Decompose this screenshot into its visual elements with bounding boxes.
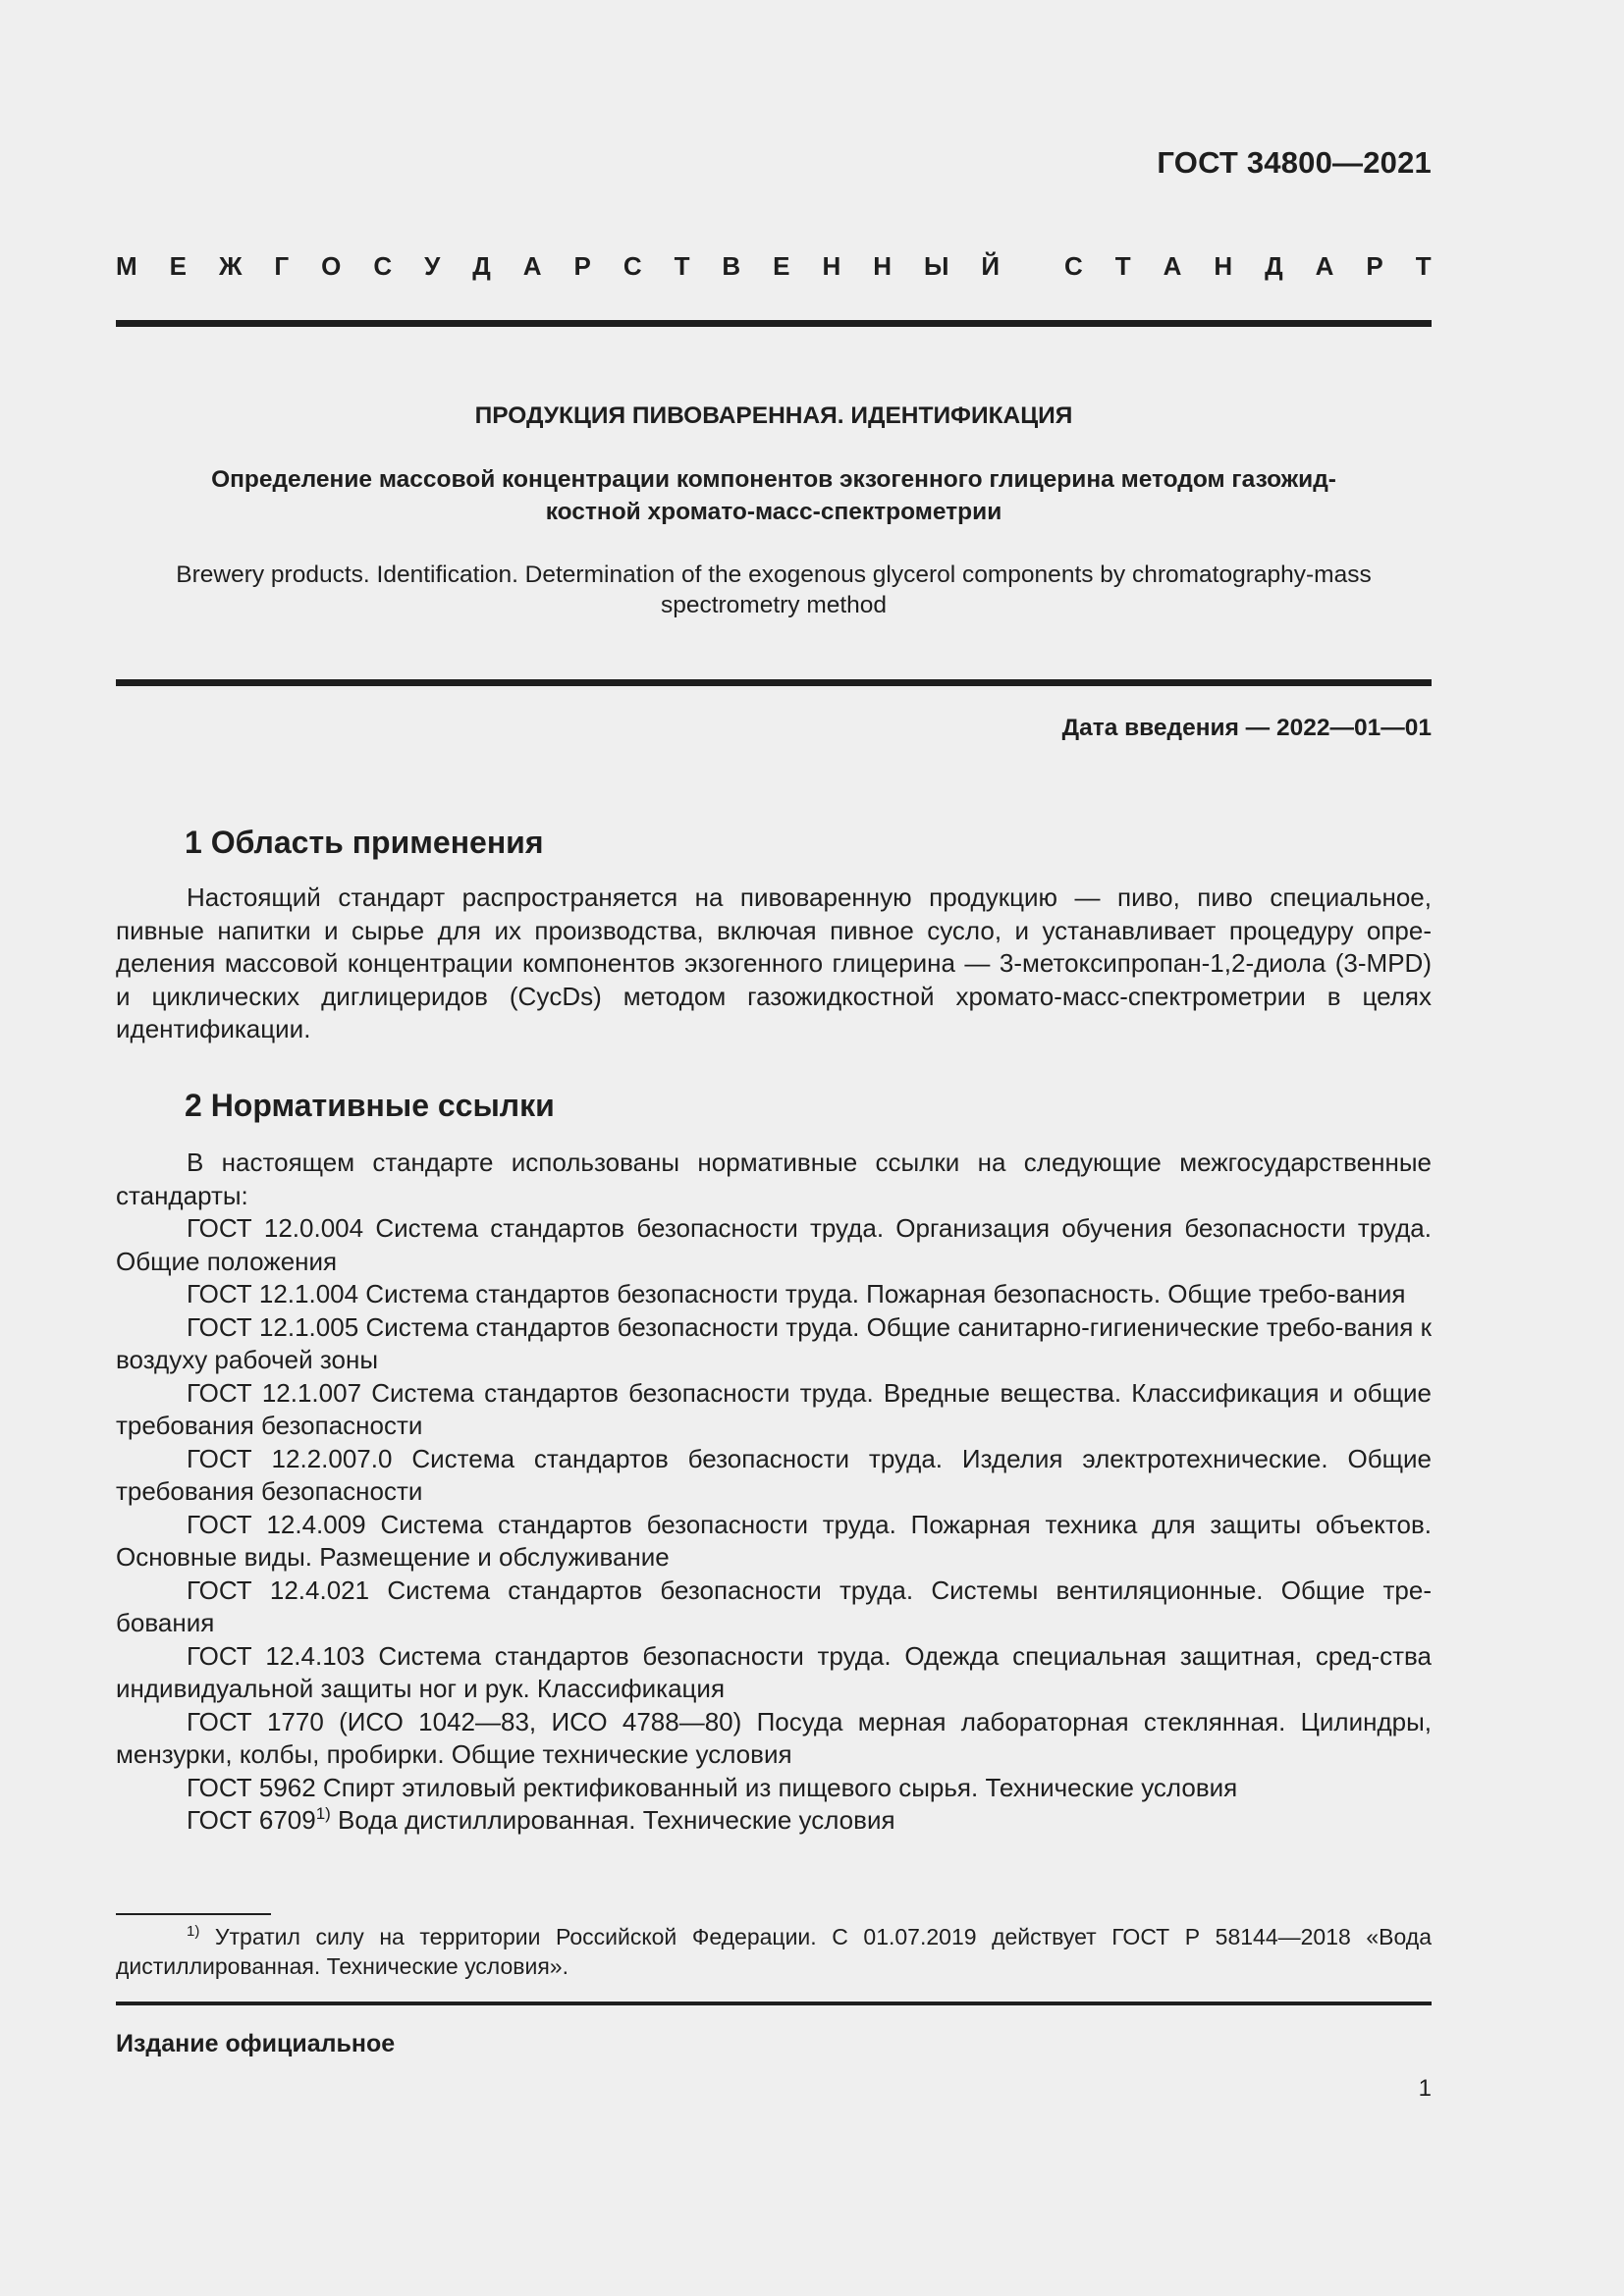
banner-letter: А [522,251,542,281]
footnote [116,1922,1432,1981]
section-heading-references: 2 Нормативные ссылки [185,1088,555,1123]
doc-title-english [145,560,1402,620]
title-rule [116,679,1432,686]
english-title-line-1: Brewery products. Identification. Determination of the exogenous glycerol components by chromatography-mass [176,561,1372,588]
banner-letter: Р [1366,251,1383,281]
references-intro: В настоящем стандарте использованы нормативные ссылки на следующие межгосударственные стандарты: [116,1148,1432,1210]
footnote-mark: 1) [187,1923,200,1940]
banner-letter: А [1163,251,1182,281]
banner-letter: Г [274,251,290,281]
banner-letter: М [116,251,137,281]
section-heading-scope: 1 Область применения [185,825,544,860]
banner-letter: Й [981,251,1001,281]
banner-letter: Н [822,251,841,281]
banner-letter: О [321,251,342,281]
doc-title: ПРОДУКЦИЯ ПИВОВАРЕННАЯ. ИДЕНТИФИКАЦИЯ [474,402,1073,429]
banner-letter: Е [169,251,187,281]
banner-letter: Д [472,251,491,281]
reference-item: ГОСТ 12.4.009 Система стандартов безопасности труда. Пожарная техника для защиты объектов. Основные виды. Размещение и обслуживание [116,1509,1432,1572]
reference-item: ГОСТ 12.1.004 Система стандартов безопасности труда. Пожарная безопасность. Общие требо-вания [187,1279,1406,1308]
interstate-standard-banner [116,251,1432,282]
footnote-ref-mark[interactable]: 1) [315,1804,331,1823]
introduction-date: Дата введения — 2022—01—01 [1061,715,1432,741]
banner-letter: Е [773,251,790,281]
header-rule [116,320,1432,327]
document-page [116,0,1432,2296]
reference-item: ГОСТ 12.1.007 Система стандартов безопасности труда. Вредные вещества. Классификация и общие требования безопасности [116,1377,1432,1440]
reference-text: Вода дистиллированная. Технические условия [330,1805,895,1835]
scope-paragraph: Настоящий стандарт распространяется на пивоваренную продукцию — пиво, пиво специальное, пивные напитки и сырье для их производства, включая пивное сусло, и устанавливает процедуру опре-деления массовой концентрации компонентов экзогенного глицерина — 3-метоксипропан-1,2-диола (3-MPD) и циклических диглицеридов (CycDs) методом газожидкостной хромато-масс-спектрометрии в целях идентификации. [116,882,1432,1043]
footnote-separator [116,1913,271,1915]
footer-rule [116,2002,1432,2005]
banner-letter: Ж [218,251,243,281]
banner-letter: С [373,251,393,281]
banner-letter: Т [1415,251,1432,281]
reference-item: ГОСТ 1770 (ИСО 1042—83, ИСО 4788—80) Посуда мерная лабораторная стеклянная. Цилиндры, мензурки, колбы, пробирки. Общие технические условия [116,1706,1432,1769]
reference-code: ГОСТ 6709 [187,1805,316,1835]
reference-item: ГОСТ 5962 Спирт этиловый ректификованный из пищевого сырья. Технические условия [187,1772,1238,1802]
reference-item: ГОСТ 12.2.007.0 Система стандартов безопасности труда. Изделия электротехнические. Общие требования безопасности [116,1443,1432,1506]
page-number: 1 [1418,2075,1432,2102]
subtitle-line-2: костной хромато-масс-спектрометрии [545,499,1002,525]
banner-letter: А [1315,251,1334,281]
edition-label: Издание официальное [116,2030,396,2057]
banner-letter: Р [573,251,591,281]
banner-letter: С [1064,251,1083,281]
banner-letter: Н [1214,251,1233,281]
doc-number: ГОСТ 34800—2021 [1157,145,1432,180]
footnote-text: Утратил силу на территории Российской Федерации. С 01.07.2019 действует ГОСТ Р 58144—2018 «Вода дистиллированная. Технические условия». [116,1924,1432,1979]
banner-letter: Т [674,251,690,281]
doc-subtitle [116,463,1432,528]
subtitle-line-1: Определение массовой концентрации компонентов экзогенного глицерина методом газожид- [211,466,1336,493]
reference-item: ГОСТ 12.4.103 Система стандартов безопасности труда. Одежда специальная защитная, сред-ства индивидуальной защиты ног и рук. Классификация [116,1640,1432,1703]
banner-letter: В [722,251,741,281]
banner-letter: Д [1265,251,1283,281]
reference-item-footnoted [116,1804,1432,1838]
english-title-line-2: spectrometry method [660,592,888,618]
reference-item: ГОСТ 12.0.004 Система стандартов безопасности труда. Организация обучения безопасности труда. Общие положения [116,1213,1432,1276]
banner-letter: С [623,251,642,281]
banner-letter: У [424,251,441,281]
reference-item: ГОСТ 12.1.005 Система стандартов безопасности труда. Общие санитарно-гигиенические требо-вания к воздуху рабочей зоны [116,1311,1432,1374]
banner-letter: Т [1114,251,1131,281]
banner-letter: Н [873,251,893,281]
references-list [116,1147,1432,1838]
banner-letter: Ы [923,251,949,281]
reference-item: ГОСТ 12.4.021 Система стандартов безопасности труда. Системы вентиляционные. Общие тре-бования [116,1575,1432,1637]
